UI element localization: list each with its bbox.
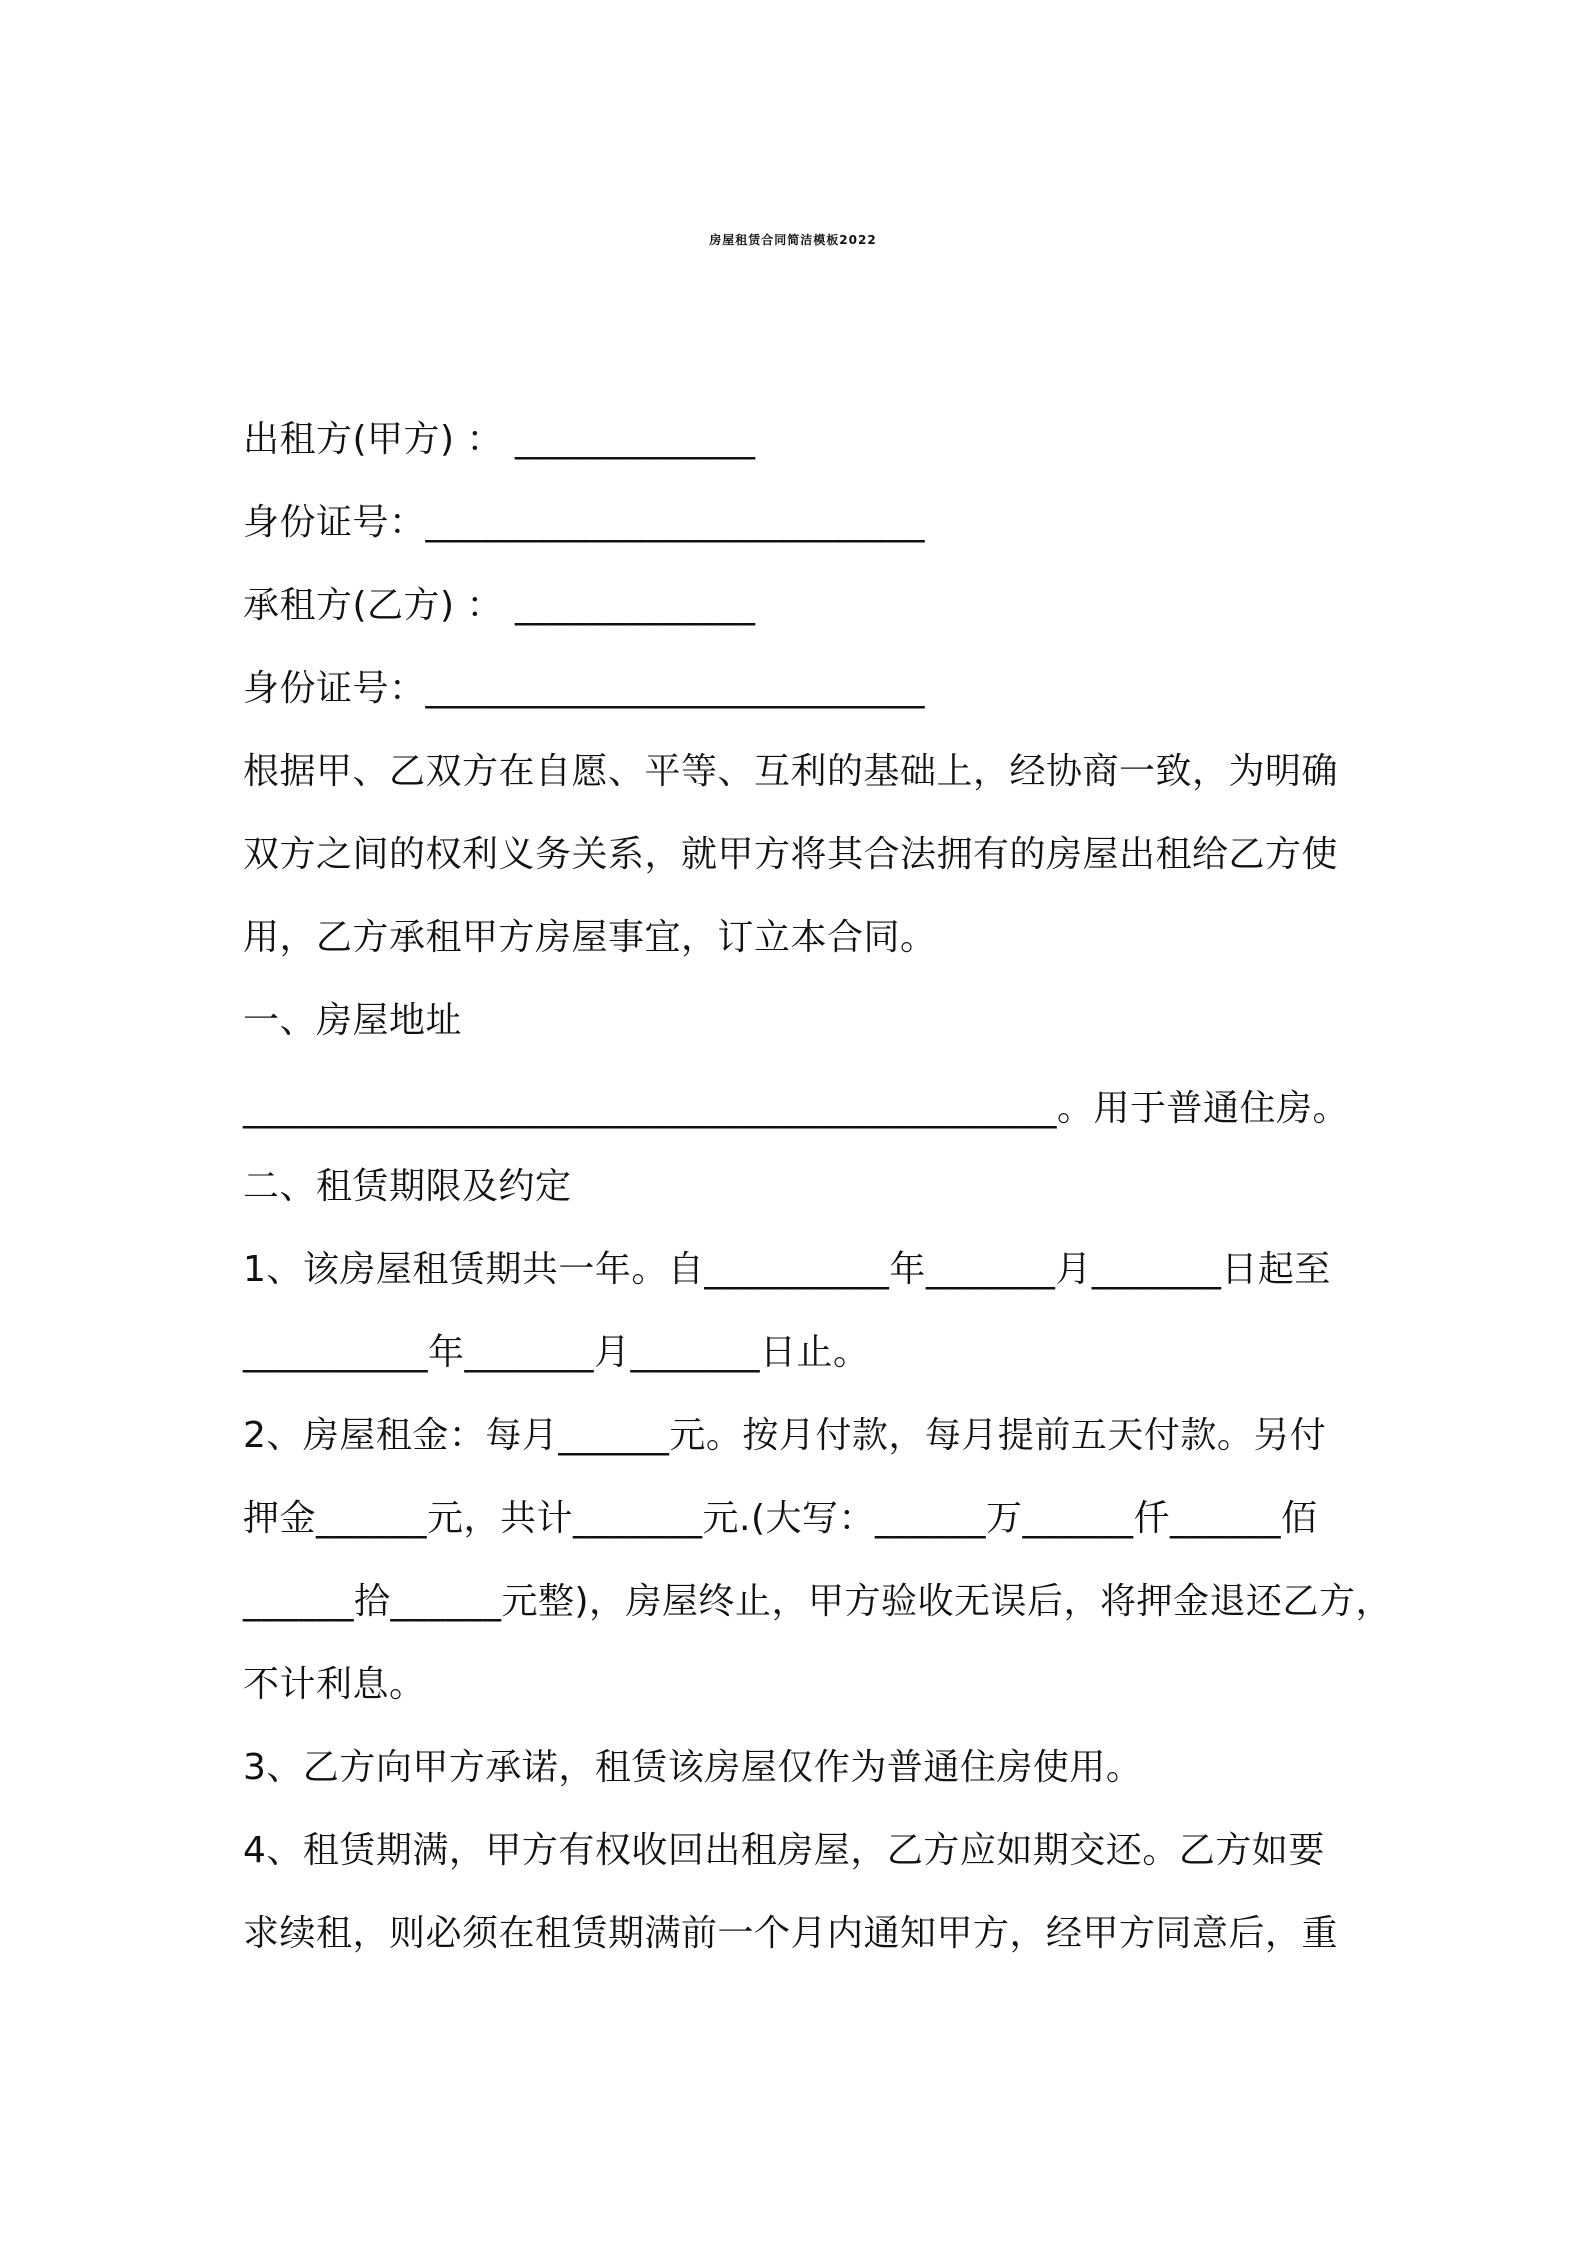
clause-2-line-3: ______拾______元整)，房屋终止，甲方验收无误后，将押金退还乙方， xyxy=(243,1581,1393,1622)
clause-1-line-1: 1、该房屋租赁期共一年。自__________年_______月_______日起至 xyxy=(243,1249,1331,1290)
document-title: 房屋租赁合同简洁模板2022 xyxy=(709,233,877,247)
lessor-id-line: 身份证号：___________________________ xyxy=(243,502,926,543)
lessee-line: 承租方(乙方) ： _____________ xyxy=(243,585,756,626)
clause-4-line-1: 4、租赁期满，甲方有权收回出租房屋，乙方应如期交还。乙方如要 xyxy=(243,1830,1325,1871)
section-heading-address: 一、房屋地址 xyxy=(243,1000,463,1041)
section-heading-term: 二、租赁期限及约定 xyxy=(243,1166,572,1207)
preamble-line-3: 用，乙方承租甲方房屋事宜，订立本合同。 xyxy=(243,917,937,958)
clause-2-line-2: 押金______元，共计_______元.(大写：______万______仟______佰 xyxy=(243,1498,1318,1539)
clause-3-line-1: 3、乙方向甲方承诺，租赁该房屋仅作为普通住房使用。 xyxy=(243,1747,1143,1788)
clause-2-line-1: 2、房屋租金：每月______元。按月付款，每月提前五天付款。另付 xyxy=(243,1415,1327,1456)
preamble-line-1: 根据甲、乙双方在自愿、平等、互利的基础上，经协商一致，为明确 xyxy=(243,751,1339,792)
lessee-id-line: 身份证号：___________________________ xyxy=(243,668,926,709)
preamble-line-2: 双方之间的权利义务关系，就甲方将其合法拥有的房屋出租给乙方使 xyxy=(243,834,1339,875)
lessor-line: 出租方(甲方) ： _____________ xyxy=(243,419,756,460)
clause-1-line-2: __________年_______月_______日止。 xyxy=(243,1332,870,1373)
address-line: ____________________________________________。用于普通住房。 xyxy=(243,1088,1350,1129)
clause-2-line-4: 不计利息。 xyxy=(243,1664,426,1705)
clause-4-line-2: 求续租，则必须在租赁期满前一个月内通知甲方，经甲方同意后，重 xyxy=(243,1913,1339,1954)
